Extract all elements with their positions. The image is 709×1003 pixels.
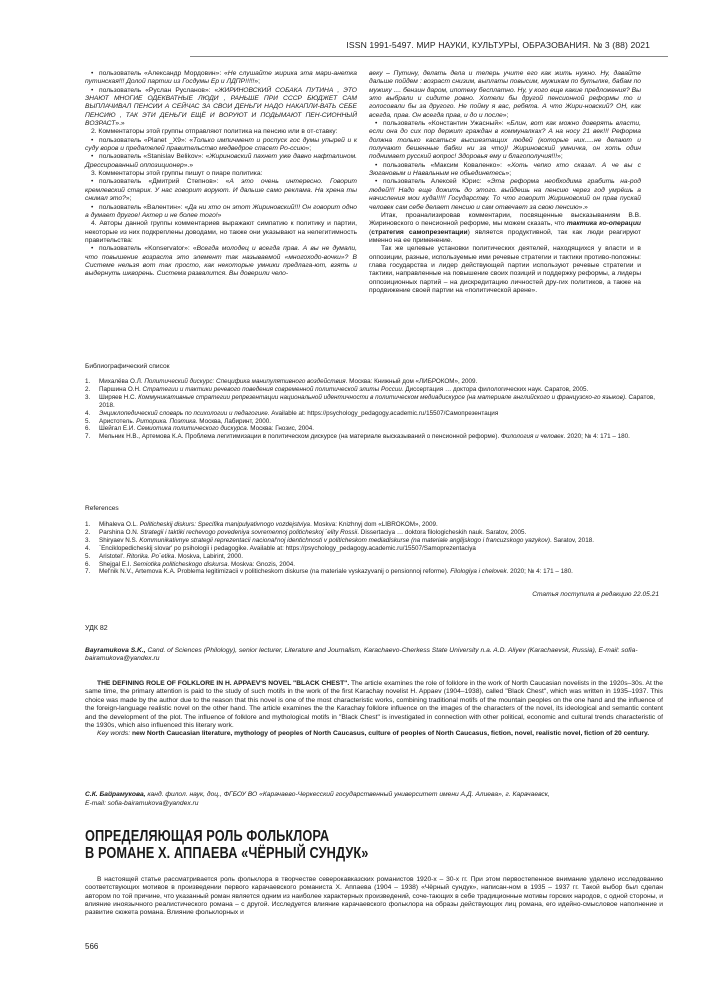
- text-run: . Saratov, 2018.: [549, 536, 594, 544]
- text-run: »;: [305, 145, 312, 153]
- reference-item: [85, 378, 659, 386]
- received-note: Статья поступила в редакцию 22.05.21: [532, 591, 659, 598]
- text-run: »;: [557, 153, 563, 161]
- left-column: [85, 70, 357, 279]
- comment-bullet: [85, 153, 357, 170]
- author-ru: [85, 791, 663, 809]
- text-run: . Dissertaciya … doktora filologicheskih nauk. Saratov, 2005.: [357, 528, 527, 536]
- reference-number: 7.: [85, 433, 91, 441]
- reference-item: [85, 521, 659, 529]
- abstract-text: The article examines the role of folklore in the work of North Caucasian novelists in the 1920s–30s. At the same time, the primary attention is paid to the study of such motifs in the work of the first Karachay novelist H. Appaev (1904–1938), called "Black Chest", which was written in 1935–1937. This choice was made by the author due to the reason that this novel is one of the most characteristic works, combining traditional motifs of the mountain peoples on the one hand and the influence of the foreign-language realistic novel on the other hand. The article examines the the Karachay folklore influence on the images of the characters of the novel, its ideological and semantic content and the development of the plot. The influence of folklore and mythological motifs in "Black Chest" is investigated in connection with other political, economic and cultural trends characteristic of the 1930s, which also influenced this literary work.: [85, 680, 663, 730]
- text-run: Shiryaev N.S.: [99, 536, 140, 544]
- text-run: веку – Путину, делать дела и теперь учите его как жить нужно. Ну, давайте дальше пойдем : возраст снизим, выплаты повысим, мужикам по бутылке, бабам по мужику .... бензин даром, ипотеку бесплатно. Ну, у кого еще какие предложения? Вы это выбрали и сидите ровно. Хотели бы другой пенсионной реформы то и голосовали бы за другого. Не пойму я вас, ребята. А что Жири-новский? ОН, как всегда, прав. Он всегда прав, и до и после: [369, 70, 641, 119]
- reference-number: 1.: [85, 378, 91, 385]
- article-body: В настоящей статье рассматривается роль фольклора в творчестве северокавказских романистов 1920-х – 30-х гг. При этом первостепенное внимание уделено исследованию соответствующих мотивов в произведении первого карачаевского романиста Х. Аппаева (1904 – 1938) «Чёрный сундук», написан-ном в 1935 – 1937 гг. Такой выбор был сделан автором по той причине, что указанный роман является одним из наиболее характерных произведений, соче-тающих в себе традиционные мотивы горских народов, с одной стороны, и влияние иноязычного реалистического романа – с другой. Исследуется влияние карачаевского фольклора на образы действующих лиц романа, его идейно-смысловое наполнение и развитие сюжета романа. Влияние фольклорных и: [85, 876, 663, 917]
- text-run: . 2020; № 4: 171 – 180.: [563, 433, 630, 441]
- comment-bullet: [85, 245, 357, 278]
- reference-item: [85, 561, 659, 569]
- text-run: (: [369, 228, 372, 236]
- text-run: пользователь «Максим Коваленко»: «: [383, 161, 511, 169]
- text-run: Энциклопедический словарь по психологии и педагогике: [99, 409, 268, 417]
- text-run: ».»: [115, 120, 125, 128]
- paragraph: [369, 245, 641, 295]
- text-run: . Диссертация … доктора филологических наук. Саратов, 2005.: [401, 385, 589, 393]
- comment-bullet: [369, 120, 641, 162]
- text-run: Ширяев Н.С.: [99, 393, 139, 401]
- text-run: Филология и человек: [500, 433, 564, 441]
- comment-bullet: [85, 70, 357, 87]
- text-run: . Москва: Книжный дом «ЛИБРОКОМ», 2009.: [345, 378, 478, 385]
- reference-number: 7.: [85, 568, 91, 576]
- references-list: [85, 521, 659, 576]
- text-run: 3. Комментаторы этой группы пишут о пиаре политика:: [91, 170, 263, 178]
- reference-number: 1.: [85, 521, 91, 528]
- text-run: »;: [502, 111, 509, 119]
- text-run: Mihaleva O.L.: [99, 521, 140, 528]
- paragraph: [85, 128, 357, 136]
- text-run: пользователь Алексей Юрис: «: [383, 178, 491, 186]
- reference-number: 3.: [85, 393, 91, 401]
- reference-number: 6.: [85, 425, 91, 433]
- reference-number: 5.: [85, 417, 91, 425]
- text-run: пользователь «Konservator»: «: [99, 245, 197, 253]
- text-run: »;: [125, 195, 132, 203]
- header-rule: [190, 56, 668, 57]
- keywords-label: Key words:: [97, 730, 131, 738]
- text-run: Всегда молодец и всегда прав. А вы не думали, что повышение возраста это элемент так называемой «многоходо-вочки»? В Системе нельзя вот так просто, как некоторые умники предлага-ют, взять и выдернуть шкворень. Система развалится. Вы доверили чело-: [85, 245, 357, 278]
- text-run: пользователь «Дмитрий Степнов»: «: [99, 178, 230, 186]
- text-run: Shejgal E.I.: [99, 560, 133, 568]
- reference-number: 2.: [85, 528, 91, 536]
- text-run: . Moskva, Labirint, 2000.: [174, 552, 244, 560]
- text-run: . 2020; № 4: 171 – 180.: [506, 568, 573, 576]
- reference-item: [85, 553, 659, 561]
- text-run: . Available at: https://psychology_pedagogy.academic.ru/15507/Samoprezentaciya: [246, 544, 476, 552]
- text-run: Аристотель.: [99, 417, 137, 425]
- reference-item: [85, 410, 659, 418]
- text-run: Политический дискурс: Специфика манипулятивного воздействия: [144, 378, 346, 385]
- reference-number: 4.: [85, 544, 91, 552]
- comment-bullet: [85, 87, 357, 129]
- text-run: . Москва: Гнозис, 2004.: [246, 425, 315, 433]
- text-run: Эта реформа необходима грабить на-род людей!!! Надо еще дожить до этого. выйдешь на пенсию через год умрёшь а начисления мои куда!!!!! Государству. То что говорит Жириновский он прав пускай человек сам себе делает пенсию и сам отвечает за свою пенсию: [369, 178, 641, 211]
- reference-item: [85, 545, 659, 553]
- reference-number: 4.: [85, 409, 91, 417]
- text-run: Семиотика политического дискурса: [136, 425, 247, 433]
- text-run: Так же целевые установки политических деятелей, находящихся у власти и в оппозиции, разные, используемые ими речевые стратегии и тактики противо-положны: глава государства и лидер действующей партии используют речевые стратегии и тактики, направленные на повышение своих позиций и поддержку реформы, а лидеры оппозиционных партий – на дискредитацию личностей дру-гих политиков, а также на продвижение своей партии на «политической арене».: [369, 245, 641, 294]
- text-run: пользователь «Stanislav Belikov»: «: [99, 153, 210, 161]
- text-run: пользователь «Александр Мордовин»: «: [99, 70, 228, 77]
- text-run: тактика ко-операции: [566, 220, 641, 228]
- comment-bullet: [369, 178, 641, 211]
- text-run: пользователь «Константин Ужасный»: «: [383, 120, 511, 128]
- author-en-details: Cand. of Sciences (Philology), senior lecturer, Literature and Journalism, Karachaevo-Cherkess State University n.a. A.D. Aliyev (Karachaevsk, Russia), E-mail: sofia-bairamukova@yandex.ru: [85, 647, 638, 663]
- text-run: ».»: [183, 161, 194, 169]
- reference-item: [85, 394, 659, 410]
- text-run: пользователь «Валентин»: «: [99, 203, 189, 211]
- text-run: Паршина О.Н.: [99, 385, 143, 393]
- bibliography-list: [85, 378, 659, 441]
- text-run: ЖИРИНОВСКИЙ СОБАКА ПУТИНА , ЭТО ЗНАЮТ МНОГИЕ ОДЕКВАТНЫЕ ЛЮДИ , РАНЬШЕ ПРИ СССР БЮДЖЕТ САМ ВЫПЛАЧИВАЛ ПЕНСИИ А СЕЙЧАС ЗА СВОИ ДЕНЬГИ НАДО НАКАПЛИ-ВАТЬ СЕБЕ ПЕНСИЮ , ТАК ЭТИ ДЕНЬГИ ЕЩЁ И ВОРУЮТ И ПОДЫМАЮТ ПЕН-СИОННЫЙ ВОЗРАСТ: [85, 86, 357, 128]
- references-title: References: [85, 505, 119, 512]
- article-title-line1: ОПРЕДЕЛЯЮЩАЯ РОЛЬ ФОЛЬКЛОРА: [85, 828, 330, 845]
- text-run: . Moskva: Gnozis, 2004.: [227, 560, 296, 568]
- paragraph: [85, 220, 357, 245]
- text-run: ) является продуктивной, так как люди реагируют именно на ее применение.: [369, 228, 641, 244]
- text-run: Не слушайте жирика эта мари-анетка путинская!!! Долой партии из Госдумы Ер и ЛДПР!!!!!: [85, 70, 357, 86]
- udk-code: УДК 82: [85, 625, 108, 632]
- text-run: пользователь «Руслан Русланов»: «: [99, 86, 219, 94]
- text-run: Ritorika. Po`etika: [126, 552, 175, 560]
- author-ru-name: С.К. Байрамукова,: [85, 791, 146, 798]
- bibliography-title: Библиографический список: [85, 363, 170, 370]
- reference-number: 5.: [85, 552, 91, 560]
- text-run: . Moskva: Knizhnyj dom «LIBROKOM», 2009.: [310, 521, 438, 528]
- comment-bullet: [85, 137, 357, 154]
- reference-item: [85, 529, 659, 537]
- text-run: Politicheskij diskurs: Specifika manipulyativnogo vozdejstviya: [139, 521, 311, 528]
- text-run: Хоть чепко кто сказал. А че вы с Зюгановым и Навальным не обьединетесь: [369, 161, 641, 178]
- paragraph: [369, 212, 641, 245]
- text-run: Mel'nik N.V., Artemova K.A. Problema legitimizacii v politicheskom diskurse (na materiale vyskazyvanij o pensionnoj reforme).: [99, 568, 451, 576]
- text-run: ».»: [578, 203, 588, 211]
- reference-number: 3.: [85, 536, 91, 544]
- page-header: ISSN 1991-5497. МИР НАУКИ, КУЛЬТУРЫ, ОБРАЗОВАНИЯ. № 3 (88) 2021: [346, 40, 650, 50]
- text-run: . Москва, Лабиринт, 2000.: [195, 417, 271, 425]
- reference-number: 2.: [85, 385, 91, 393]
- abstract-en: [85, 680, 663, 739]
- keywords: new North Caucasian literature, mythology of peoples of North Caucasus, culture of peoples of North Caucasus, fiction, novel, realistic novel, fiction of 20 century.: [130, 730, 650, 738]
- text-run: Блин, вот как можно доверять власти, если она до сих пор держит граждан в коммуналках? А на носу 21 век!!! Реформа должна только касаться высшеэтащих людей (которые них.....не делают и получают бешенные бабки ни за что)! Жириновский умничка, он хоть один поднимает русский вопрос! Здоровья ему и благополучия!!!: [369, 120, 641, 161]
- text-run: Filologiya i chelovek: [450, 568, 507, 576]
- reference-item: [85, 568, 659, 576]
- text-run: . Саратов, 2018.: [99, 393, 655, 409]
- text-run: Aristotel'.: [99, 552, 127, 560]
- text-run: Михалёва О.Л.: [99, 378, 145, 385]
- text-run: Итак, проанализировав комментарии, посвященные высказываниям В.В. Жириновского о пенсионной реформе, мы можем сказать, что: [369, 211, 641, 228]
- comment-bullet: [85, 178, 357, 203]
- text-run: Да ни хто он этот Жириновский!!! Он говорит одно а думает другое! Актер и не более того!: [85, 203, 357, 219]
- author-ru-email: E-mail: sofia-bairamukova@yandex.ru: [85, 799, 199, 807]
- author-en-name: Bayramukova S.K.,: [85, 647, 146, 654]
- abstract-title: THE DEFINING ROLE OF FOLKLORE IN H. APPAEV'S NOVEL "BLACK CHEST".: [97, 680, 350, 687]
- reference-item: [85, 537, 659, 545]
- text-run: Коммуникативные стратегии репрезентации национальной идентичности в политическом медиадискурсе (на материале английского и французско-го языков): [138, 393, 626, 401]
- text-run: А это очень интересно. Говорит кремлевский старик. У нас говорит воруют. И дальше само реклама. На хрена ты снимал это?: [85, 178, 357, 203]
- text-run: »;: [505, 170, 512, 178]
- text-run: 2. Комментаторы этой группы отправляют политика на пенсию или в от-ставку:: [91, 128, 338, 136]
- text-run: Kommunikativnye strategii reprezentacii nacional'noj identichnosti v politicheskom mediadiskurse (na materiale anglijskogo i francuzskogo yazykov): [139, 536, 550, 544]
- right-column: [369, 70, 641, 295]
- text-run: »: [217, 211, 222, 219]
- text-run: Semiotika politicheskogo diskursa: [132, 560, 228, 568]
- comment-bullet: [369, 162, 641, 179]
- text-run: Только импичмент и роспуск гос думы упырей и к суду воров и предателей правительство медведрое спасет Ро-ссию: [85, 136, 357, 153]
- text-run: пользователь «Planet _X9»: «: [99, 136, 193, 144]
- text-run: . Available at: https://psychology_pedagogy.academic.ru/15507/Самопрезентация: [267, 409, 499, 417]
- author-en: [85, 647, 645, 664]
- text-run: Мельник Н.В., Артемова К.А. Проблема легитимизации в политическом дискурсе (на материале высказываний о пенсионной реформе).: [99, 433, 501, 441]
- text-run: Жириновский пахнет уже давно нафталином. Дрессированный оппозиционер: [85, 153, 358, 169]
- paragraph: [369, 70, 641, 120]
- article-title: [85, 828, 544, 862]
- text-run: »;: [254, 78, 260, 86]
- reference-item: [85, 386, 659, 394]
- reference-number: 6.: [85, 560, 91, 568]
- author-ru-details: канд. филол. наук, доц., ФГБОУ ВО «Карачаево-Черкесский государственный университет имени А.Д. Алиева», г. Карачаевск,: [145, 791, 550, 798]
- page-number: 566: [85, 942, 99, 951]
- text-run: `Enciklopedicheskij slovar' po psihologii i pedagogike: [99, 544, 247, 552]
- reference-item: [85, 433, 659, 441]
- text-run: Parshina O.N.: [99, 528, 141, 536]
- text-run: Strategii i taktiki rechevogo povedeniya sovremennoj politicheskoj `elity Rossii: [140, 528, 358, 536]
- article-title-line2: В РОМАНЕ Х. АППАЕВА «ЧЁРНЫЙ СУНДУК»: [85, 845, 369, 862]
- text-run: стратегия самопрезентации: [371, 228, 468, 236]
- text-run: Риторика. Поэтика: [136, 417, 196, 425]
- text-run: Стратегии и тактики речевого поведения современной политической элиты России: [142, 385, 402, 393]
- text-run: Шейгал Е.И.: [99, 425, 137, 433]
- comment-bullet: [85, 204, 357, 221]
- text-run: 4. Авторы данной группы комментариев выражают симпатию к политику и партии, некоторые из них подкреплены доводами, но также они указывают на нелегитимность правительства:: [85, 220, 357, 244]
